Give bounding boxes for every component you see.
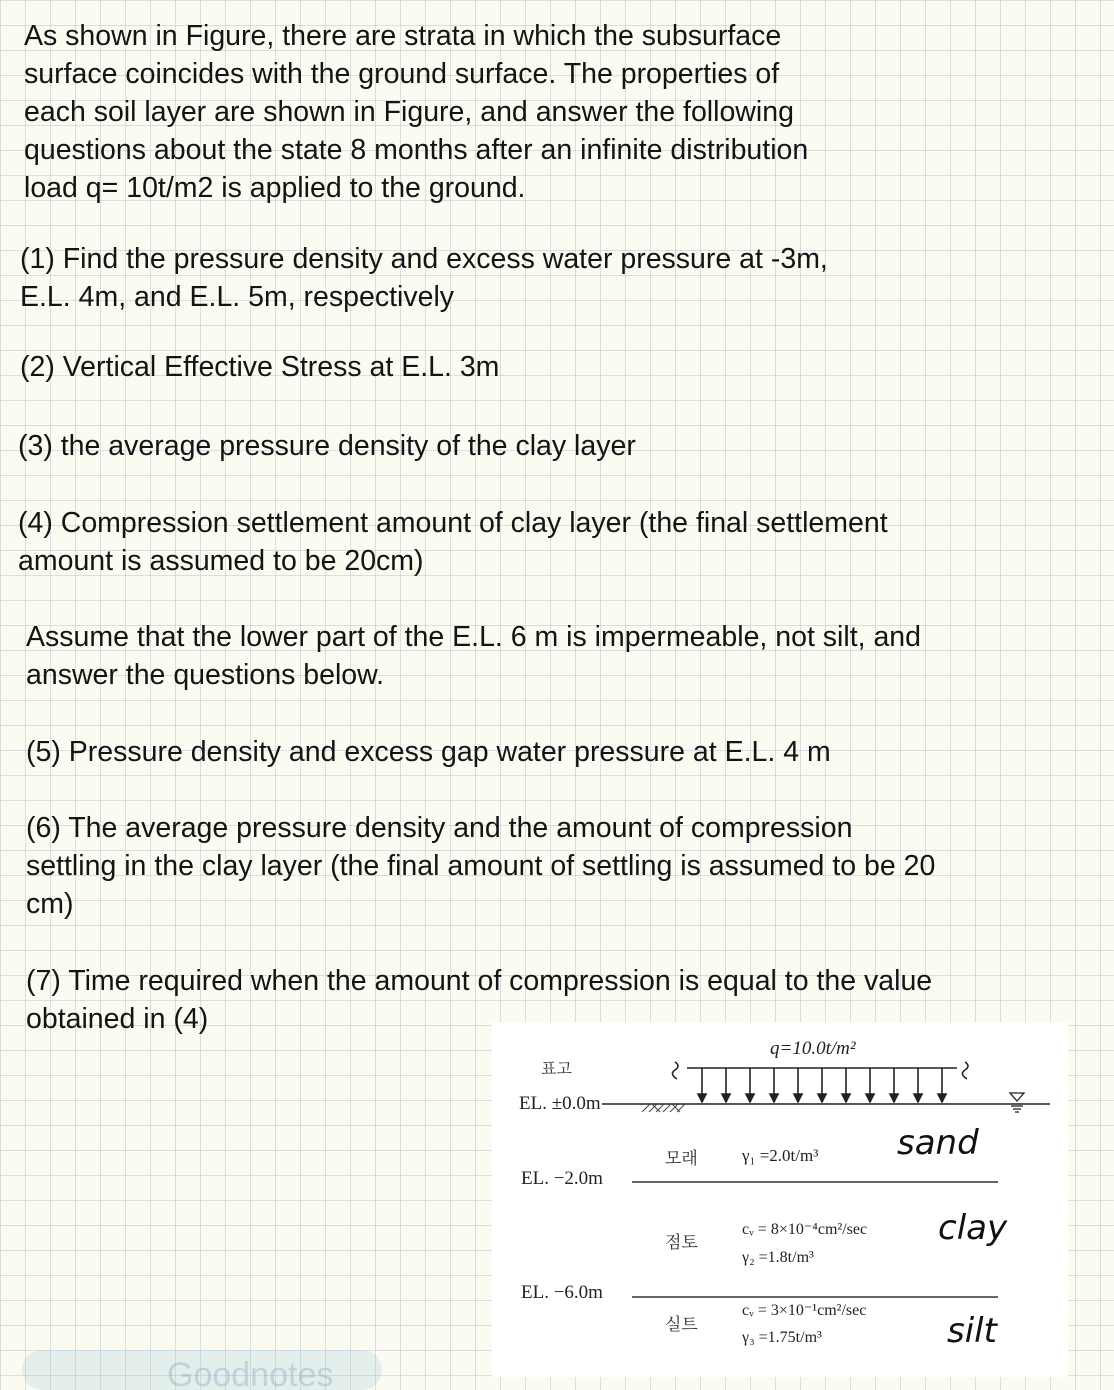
intro-paragraph: As shown in Figure, there are strata in which the subsurface surface coincides with the ground surface. The properties of each soil layer are shown in Figure, and answer the following questions about the state 8 months after an infinite distribution load q= 10t/m2 is applied to the ground.	[24, 20, 809, 204]
layer3-cv: cᵥ = 3×10⁻¹cm²/sec	[742, 1302, 867, 1319]
load-arrows	[672, 1062, 968, 1102]
question-6: (6) The average pressure density and the amount of compression settling in the clay layer (the final amount of settling is assumed to be 20 cm)	[26, 812, 936, 920]
layer1-name: 모래	[665, 1149, 698, 1169]
load-label: q=10.0t/m²	[770, 1038, 856, 1059]
load-arrow-head	[722, 1094, 730, 1102]
break-mark-left	[672, 1062, 678, 1079]
water-table-icon	[1010, 1093, 1024, 1112]
elevation-6: EL. −6.0m	[521, 1282, 603, 1303]
soil-profile-figure	[492, 1022, 1068, 1377]
load-arrow-head	[866, 1094, 874, 1102]
question-5: (5) Pressure density and excess gap water pressure at E.L. 4 m	[26, 736, 831, 768]
watermark-text: Goodnotes	[167, 1356, 334, 1390]
question-3: (3) the average pressure density of the clay layer	[18, 430, 636, 462]
layer2-name: 점토	[665, 1233, 698, 1253]
layer3-unit-weight: γ₃ =1.75t/m³	[742, 1329, 822, 1346]
assumption-paragraph: Assume that the lower part of the E.L. 6 m is impermeable, not silt, and answer the questions below.	[26, 621, 922, 691]
elevation-0: EL. ±0.0m	[519, 1093, 601, 1114]
layer1-handwritten: sand	[897, 1123, 979, 1163]
question-7: (7) Time required when the amount of compression is equal to the value obtained in (4)	[26, 965, 933, 1035]
question-2: (2) Vertical Effective Stress at E.L. 3m	[20, 351, 500, 383]
layer2-cv: cᵥ = 8×10⁻⁴cm²/sec	[742, 1221, 868, 1238]
layer3-name: 실트	[665, 1315, 698, 1335]
load-arrow-head	[890, 1094, 898, 1102]
elevation-header: 표고	[541, 1059, 572, 1078]
load-arrow-head	[746, 1094, 754, 1102]
ground-hatch	[642, 1104, 685, 1112]
goodnotes-watermark	[22, 1350, 382, 1390]
load-arrow-head	[938, 1094, 946, 1102]
question-1: (1) Find the pressure density and excess water pressure at -3m, E.L. 4m, and E.L. 5m, respectively	[20, 243, 828, 313]
layer2-unit-weight: γ₂ =1.8t/m³	[742, 1249, 814, 1266]
load-arrow-head	[794, 1094, 802, 1102]
layer2-handwritten: clay	[938, 1208, 1008, 1248]
load-arrow-head	[818, 1094, 826, 1102]
load-arrow-head	[914, 1094, 922, 1102]
load-arrow-head	[698, 1094, 706, 1102]
break-mark-right	[962, 1062, 968, 1079]
elevation-2: EL. −2.0m	[521, 1168, 603, 1189]
question-4: (4) Compression settlement amount of clay layer (the final settlement amount is assumed to be 20cm)	[18, 507, 888, 577]
load-arrow-head	[842, 1094, 850, 1102]
layer1-unit-weight: γ₁ =2.0t/m³	[742, 1146, 819, 1165]
layer3-handwritten: silt	[947, 1311, 997, 1351]
load-arrow-head	[770, 1094, 778, 1102]
